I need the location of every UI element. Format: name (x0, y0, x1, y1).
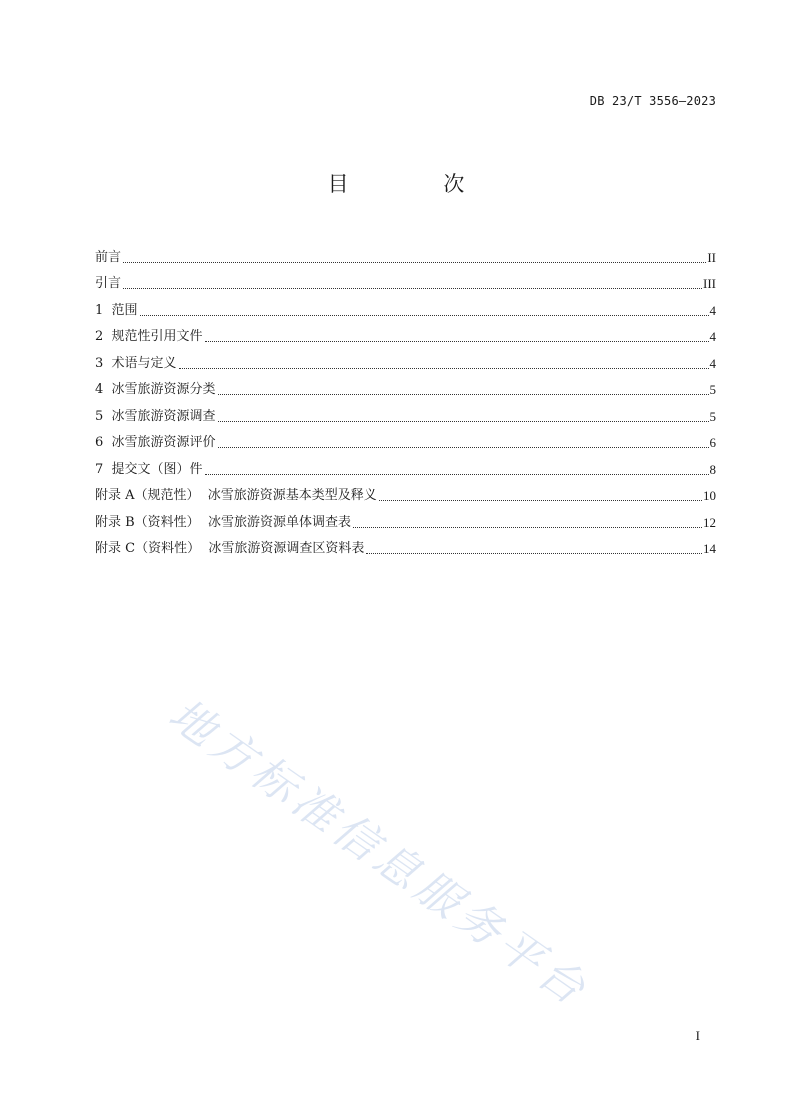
toc-entry-evaluation[interactable] (95, 426, 716, 453)
toc-entry-label: 5 冰雪旅游资源调查 (95, 408, 216, 424)
toc-entry-page: 12 (703, 514, 716, 530)
toc-entry-label: 1 范围 (95, 302, 138, 318)
toc-entry-page: 4 (709, 329, 716, 344)
toc-entry-page: 5 (709, 382, 716, 397)
table-of-contents (95, 240, 716, 558)
toc-entry-page: 8 (709, 461, 716, 477)
toc-leader-dots (218, 421, 709, 422)
toc-entry-page: 10 (703, 488, 716, 503)
toc-leader-dots (218, 394, 709, 395)
toc-entry-label: 4 冰雪旅游资源分类 (95, 382, 216, 397)
toc-entry-scope[interactable] (95, 293, 716, 320)
watermark: 地方标准信息服务平台 (159, 689, 599, 1018)
toc-entry-introduction[interactable] (95, 267, 716, 294)
toc-leader-dots (218, 447, 709, 448)
toc-entry-label: 前言 (95, 249, 122, 265)
toc-entry-label: 6 冰雪旅游资源评价 (95, 435, 216, 450)
page-number: I (695, 1028, 700, 1043)
toc-leader-dots (179, 368, 709, 369)
page-title: 目 次 (327, 172, 509, 196)
toc-leader-dots (366, 553, 702, 554)
toc-entry-page: 4 (709, 355, 716, 371)
toc-entry-page: 4 (709, 302, 716, 318)
toc-entry-label: 附录 B（资料性） 冰雪旅游资源单体调查表 (95, 514, 351, 530)
toc-entry-appendix-b[interactable] (95, 505, 716, 532)
toc-entry-label: 2 规范性引用文件 (95, 329, 203, 344)
toc-entry-page: II (707, 249, 716, 265)
toc-entry-label: 3 术语与定义 (95, 355, 177, 371)
toc-leader-dots (140, 315, 709, 316)
toc-entry-submitted-documents[interactable] (95, 452, 716, 479)
toc-entry-investigation[interactable] (95, 399, 716, 426)
toc-entry-page: III (703, 276, 716, 291)
toc-entry-label: 附录 A（规范性） 冰雪旅游资源基本类型及释义 (95, 488, 377, 503)
toc-leader-dots (123, 288, 702, 289)
toc-entry-classification[interactable] (95, 373, 716, 400)
toc-leader-dots (123, 262, 706, 263)
toc-entry-page: 14 (703, 541, 716, 556)
toc-entry-foreword[interactable] (95, 240, 716, 267)
toc-entry-label: 引言 (95, 276, 122, 291)
toc-entry-page: 6 (709, 435, 716, 450)
toc-leader-dots (379, 500, 702, 501)
toc-entry-appendix-a[interactable] (95, 479, 716, 506)
toc-leader-dots (353, 527, 702, 528)
toc-entry-normative-references[interactable] (95, 320, 716, 347)
document-code: DB 23/T 3556—2023 (589, 94, 716, 108)
toc-entry-page: 5 (709, 408, 716, 424)
toc-leader-dots (205, 474, 709, 475)
toc-leader-dots (205, 341, 709, 342)
toc-entry-label: 7 提交文（图）件 (95, 461, 203, 477)
toc-entry-terms-definitions[interactable] (95, 346, 716, 373)
toc-entry-appendix-c[interactable] (95, 532, 716, 559)
toc-entry-label: 附录 C（资料性） 冰雪旅游资源调查区资料表 (95, 541, 365, 556)
